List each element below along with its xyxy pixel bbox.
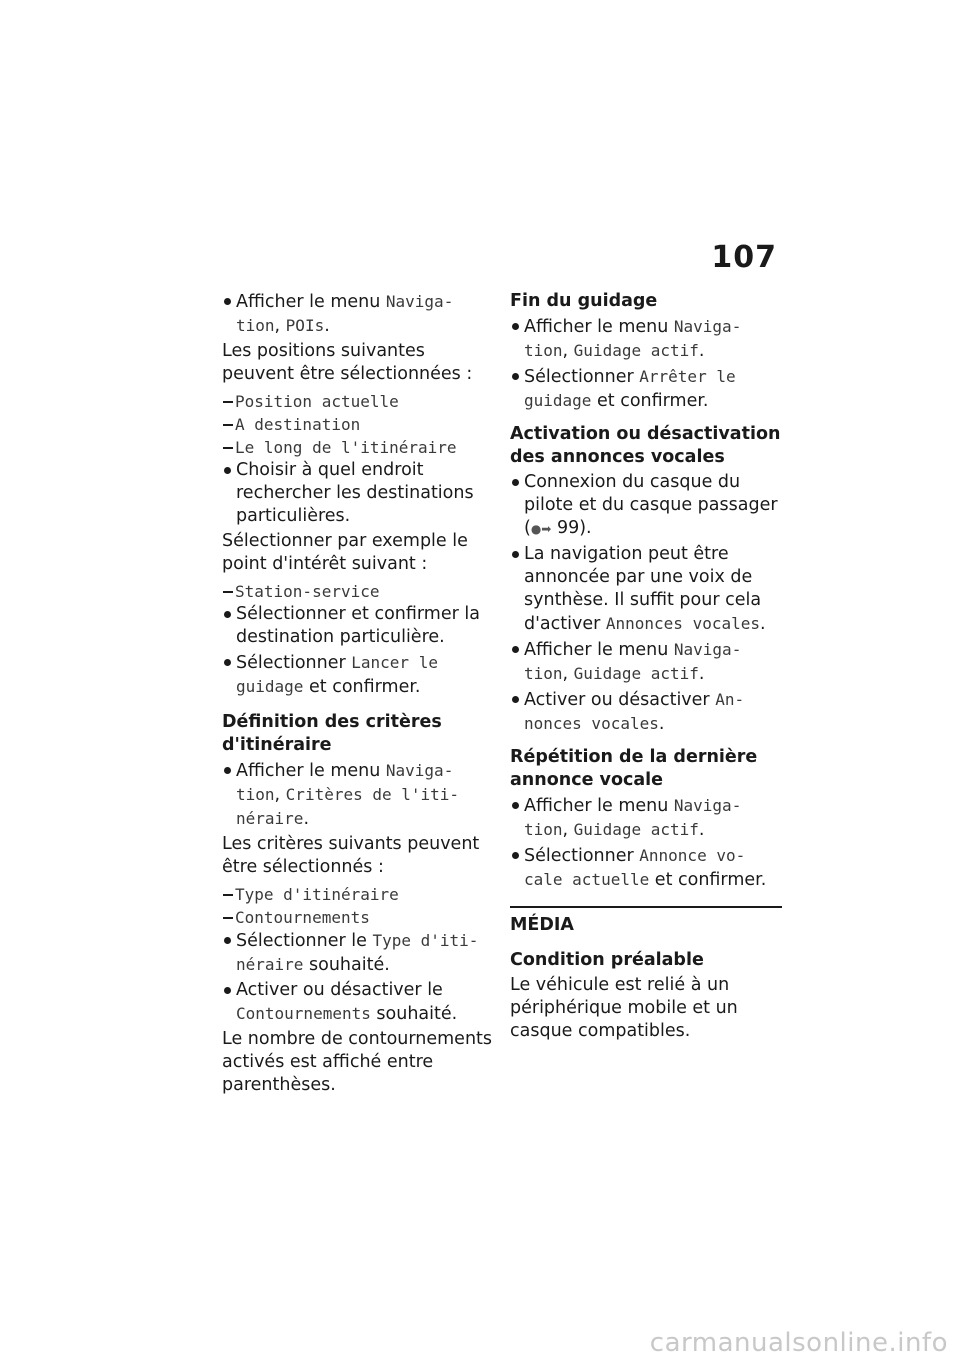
text: Afficher le menu xyxy=(236,292,386,312)
dash-item: A destination xyxy=(222,413,492,436)
text: Afficher le menu xyxy=(524,317,674,337)
menu-name: Guidage actif xyxy=(573,820,699,839)
text: Afficher le menu xyxy=(236,761,386,781)
text: Sélectionner le xyxy=(236,931,373,951)
list-item xyxy=(510,688,782,736)
menu-name: Naviga-tion xyxy=(236,761,454,804)
list-item xyxy=(222,979,492,1026)
list-item xyxy=(510,844,782,892)
list-item xyxy=(510,315,782,363)
dash-item: Le long de l'itinéraire xyxy=(222,436,492,459)
menu-name: Arrêter le guidage xyxy=(524,367,736,410)
text: Sélectionner xyxy=(524,367,640,387)
text: . xyxy=(698,341,705,361)
text: Afficher le menu xyxy=(524,640,674,660)
list-item xyxy=(510,794,782,842)
text: . xyxy=(324,316,330,336)
text: , xyxy=(562,820,574,840)
text: , xyxy=(562,341,574,361)
page-ref-arrow-icon: ●➡ xyxy=(530,522,552,536)
text: . xyxy=(303,809,310,829)
text: . xyxy=(658,714,665,734)
text: et confirmer. xyxy=(591,391,709,411)
list-item xyxy=(510,365,782,413)
dash-item: Station-service xyxy=(222,580,492,603)
menu-name: POIs xyxy=(285,316,325,335)
menu-name: Critères de l'iti-néraire xyxy=(236,785,460,828)
list-item xyxy=(222,759,492,831)
list-item xyxy=(510,638,782,686)
section-heading: Définition des critères d'itinéraire xyxy=(222,712,442,755)
paragraph: Les positions suivantes peuvent être sélectionnées : xyxy=(222,341,473,384)
dash-item: Type d'itinéraire xyxy=(222,883,492,906)
list-item: Sélectionner et confirmer la destination particulière. xyxy=(222,603,492,649)
menu-name: Lancer le guidage xyxy=(236,653,438,696)
menu-name: Naviga-tion xyxy=(524,796,742,839)
list-item xyxy=(222,929,492,977)
text: Connexion du casque du pilote et du casque passager ( xyxy=(524,472,778,538)
menu-name: Contournements xyxy=(236,1004,371,1023)
text: Afficher le menu xyxy=(524,796,674,816)
list-item xyxy=(510,543,782,636)
text: Sélectionner xyxy=(236,653,352,673)
text: Activer ou désactiver xyxy=(524,690,716,710)
dash-item: Position actuelle xyxy=(222,390,492,413)
text: . xyxy=(760,614,766,634)
menu-name: Naviga-tion xyxy=(524,640,742,683)
section-heading: Fin du guidage xyxy=(510,291,658,311)
menu-name: Naviga-tion xyxy=(236,292,454,335)
menu-name: Type d'iti-néraire xyxy=(236,931,479,974)
section-divider xyxy=(510,906,782,908)
section-heading: Condition préalable xyxy=(510,950,704,970)
section-heading: Activation ou désactivation des annonces vocales xyxy=(510,424,781,467)
left-column xyxy=(222,290,492,1101)
menu-name: An-nonces vocales xyxy=(524,690,745,733)
text: souhaité. xyxy=(303,955,390,975)
text: . xyxy=(698,664,705,684)
text: , xyxy=(274,785,286,805)
text: . xyxy=(698,820,705,840)
text: et confirmer. xyxy=(649,870,767,890)
text: Sélectionner xyxy=(524,846,640,866)
section-title: MÉDIA xyxy=(510,915,574,935)
text: souhaité. xyxy=(370,1004,458,1024)
text: , xyxy=(274,316,286,336)
paragraph: Les critères suivants peuvent être sélectionnés : xyxy=(222,834,480,877)
menu-name: Annonces vocales xyxy=(605,614,760,633)
paragraph: Le véhicule est relié à un périphérique mobile et un casque compatibles. xyxy=(510,975,738,1041)
paragraph: Sélectionner par exemple le point d'intérêt suivant : xyxy=(222,531,468,574)
list-item xyxy=(510,471,782,541)
page-number: 107 xyxy=(711,240,777,275)
text: , xyxy=(562,664,574,684)
right-column xyxy=(510,290,782,1047)
dash-item: Contournements xyxy=(222,906,492,929)
text: La navigation peut être annoncée par une voix de synthèse. Il suffit pour cela d'activer xyxy=(524,544,762,634)
paragraph: Le nombre de contournements activés est affiché entre parenthèses. xyxy=(222,1029,493,1095)
section-heading: Répétition de la dernière annonce vocale xyxy=(510,747,758,790)
text: ). xyxy=(579,518,592,538)
watermark: carmanualsonline.info xyxy=(649,1328,948,1358)
list-item xyxy=(222,290,492,338)
page-ref: 99 xyxy=(556,518,580,538)
menu-name: Guidage actif xyxy=(573,664,699,683)
text: et confirmer. xyxy=(303,677,421,697)
list-item: Choisir à quel endroit rechercher les destinations particulières. xyxy=(222,459,492,528)
text: Activer ou désactiver le xyxy=(236,980,443,1000)
menu-name: Annonce vo-cale actuelle xyxy=(524,846,746,889)
list-item xyxy=(222,651,492,699)
menu-name: Naviga-tion xyxy=(524,317,742,360)
menu-name: Guidage actif xyxy=(573,341,699,360)
